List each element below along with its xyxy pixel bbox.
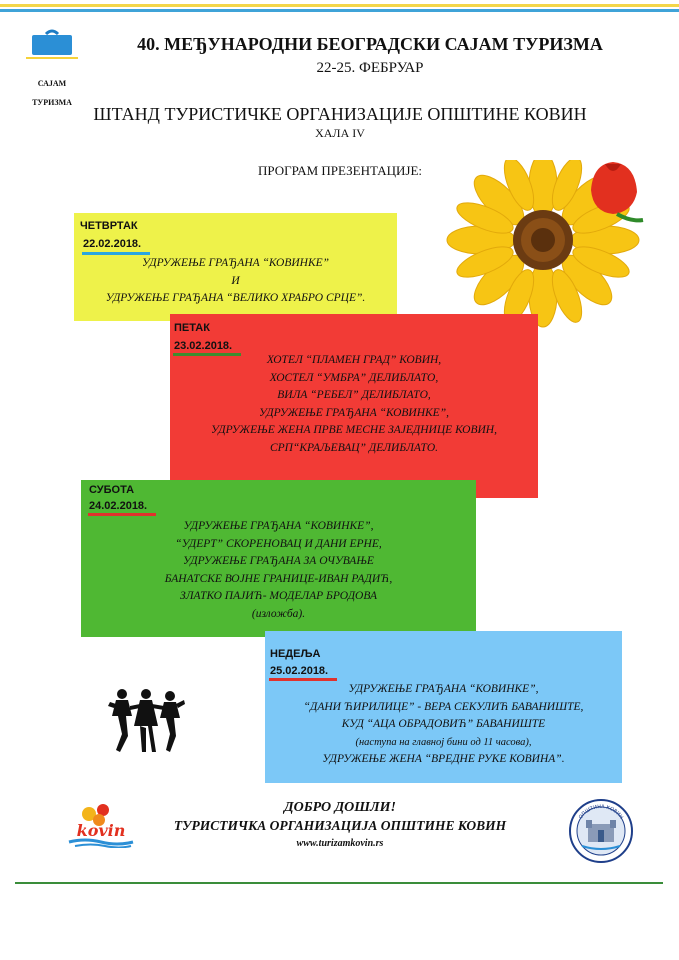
program-line: КУД “АЦА ОБРАДОВИЋ” БАВАНИШТЕ — [341, 718, 546, 730]
program-line: УДРУЖЕЊЕ ЖЕНА “ВРЕДНЕ РУКЕ КОВИНА”. — [322, 753, 565, 765]
program-heading: ПРОГРАМ ПРЕЗЕНТАЦИЈЕ: — [257, 163, 423, 178]
program-lines — [81, 518, 476, 623]
program-line: УДРУЖЕЊЕ ГРАЂАНА ЗА ОЧУВАЊЕ — [183, 555, 374, 567]
top-blue-stripe — [0, 9, 679, 12]
program-line: (наступа на главној бини од 11 часова), — [355, 736, 532, 748]
program-line: ВИЛА “РЕБЕЛ” ДЕЛИБЛАТО, — [277, 389, 431, 401]
sajam-turizma-logo — [24, 26, 80, 107]
sunflower-icon — [425, 160, 650, 330]
sajam-logo-label-top: САЈАМ — [37, 79, 67, 88]
page-title: 40. МЕЂУНАРОДНИ БЕОГРАДСКИ САЈАМ ТУРИЗМА — [137, 34, 603, 54]
program-line: УДРУЖЕЊЕ ЖЕНА ПРВЕ МЕСНЕ ЗАЈЕДНИЦЕ КОВИН, — [211, 424, 497, 436]
footer-divider — [15, 882, 663, 884]
program-lines — [265, 681, 622, 769]
day-label: ЧЕТВРТАК — [80, 220, 138, 232]
seal-text: ОПШТИНА КОВИН — [577, 803, 625, 821]
program-line: УДРУЖЕЊЕ ГРАЂАНА “КОВИНКЕ”, — [259, 406, 449, 419]
day-label: НЕДЕЉА — [270, 648, 321, 660]
program-line: “УДЕРТ” СКОРЕНОВАЦ И ДАНИ ЕРНЕ, — [175, 537, 382, 550]
program-line: УДРУЖЕЊЕ ГРАЂАНА “КОВИНКЕ”, — [348, 683, 539, 695]
date-label: 23.02.2018. — [174, 340, 233, 352]
date-underline — [88, 513, 156, 516]
suitcase-icon — [24, 26, 80, 78]
program-lines — [170, 352, 538, 457]
organization-name: ТУРИСТИЧКА ОРГАНИЗАЦИЈА ОПШТИНЕ КОВИН — [173, 818, 507, 833]
program-line: (изложба). — [251, 607, 306, 620]
website-link[interactable]: www.turizamkovin.rs — [296, 838, 384, 849]
program-line: УДРУЖЕЊЕ ГРАЂАНА “КОВИНКЕ” — [141, 257, 330, 269]
day-label: СУБОТА — [89, 484, 135, 496]
top-yellow-stripe — [0, 4, 679, 7]
program-line: СРП“КРАЉЕВАЦ” ДЕЛИБЛАТО. — [269, 441, 439, 454]
program-lines — [74, 255, 397, 308]
schedule-card-sunday — [265, 631, 622, 783]
program-line: УДРУЖЕЊЕ ГРАЂАНА “КОВИНКЕ”, — [183, 520, 374, 532]
program-line: БАНАТСКЕ ВОЈНЕ ГРАНИЦЕ-ИВАН РАДИЋ, — [164, 572, 393, 585]
program-line: ХОТЕЛ “ПЛАМЕН ГРАД” КОВИН, — [266, 354, 442, 366]
kovin-logo-text: kovin — [76, 821, 126, 840]
hall-label: ХАЛА IV — [315, 126, 365, 140]
date-label: 25.02.2018. — [270, 665, 329, 677]
welcome-text: ДОБРО ДОШЛИ! — [284, 800, 396, 815]
stand-heading: ШТАНД ТУРИСТИЧКЕ ОРГАНИЗАЦИЈЕ ОПШТИНЕ КОВИН — [93, 104, 587, 124]
schedule-card-thursday — [74, 213, 397, 321]
folk-dancers-icon — [106, 686, 186, 754]
sajam-logo-label-bottom: ТУРИЗМА — [32, 98, 72, 107]
schedule-card-saturday — [81, 480, 476, 637]
municipality-seal-icon — [568, 798, 634, 864]
day-label: ПЕТАК — [174, 322, 210, 334]
program-line: И — [231, 274, 240, 287]
date-label: 24.02.2018. — [89, 500, 148, 512]
top-accent-stripes — [0, 0, 679, 16]
event-dates: 22-25. ФЕБРУАР — [316, 60, 424, 76]
program-line: “ДАНИ ЋИРИЛИЦЕ” - ВЕРА СЕКУЛИЋ БАВАНИШТЕ, — [303, 700, 584, 713]
program-line: ХОСТЕЛ “УМБРА” ДЕЛИБЛАТО, — [269, 371, 439, 384]
date-label: 22.02.2018. — [83, 238, 142, 250]
schedule-card-friday — [170, 314, 538, 498]
program-line: ЗЛАТКО ПАЈИЋ- МОДЕЛАР БРОДОВА — [180, 590, 377, 602]
program-line: УДРУЖЕЊЕ ГРАЂАНА “ВЕЛИКО ХРАБРО СРЦЕ”. — [105, 292, 366, 304]
